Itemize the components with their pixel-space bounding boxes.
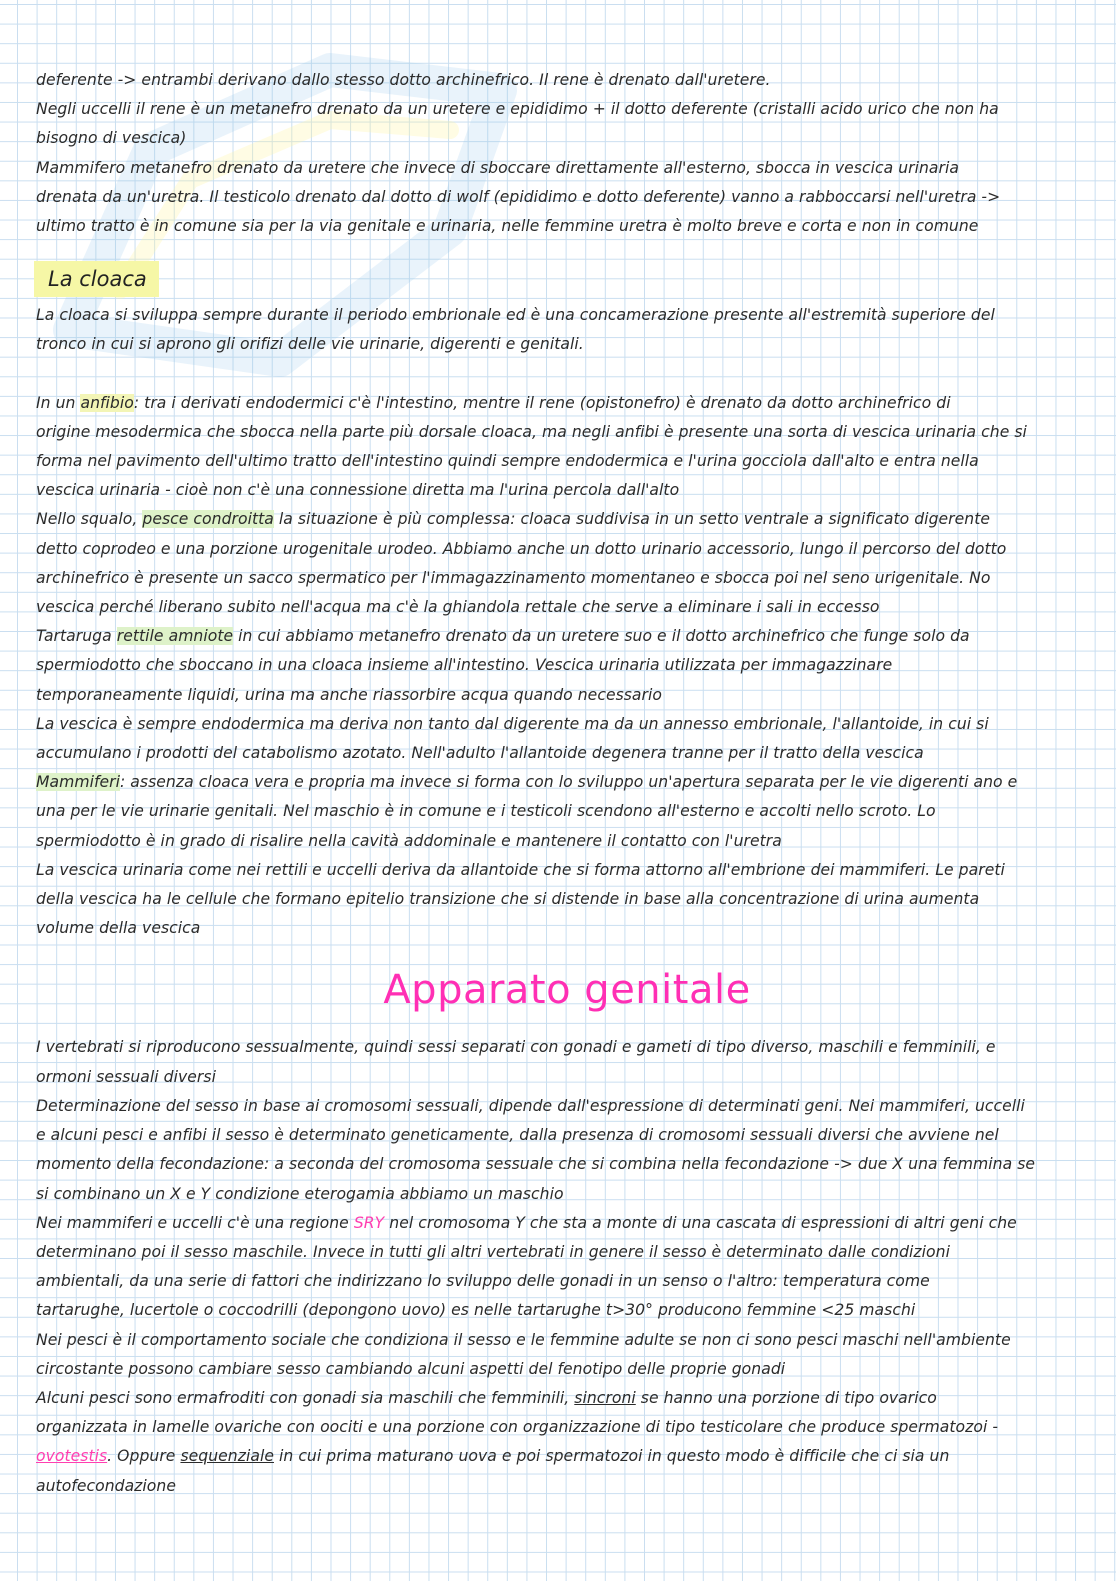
text-line: Nei pesci è il comportamento sociale che condiziona il sesso e le femmine adulte se non ci sono pesci maschi nell'ambiente	[36, 1330, 1011, 1349]
text-line: bisogno di vescica)	[36, 129, 187, 148]
text-line: La vescica urinaria come nei rettili e uccelli deriva da allantoide che si forma attorno all'embrione dei mammiferi. Le pareti	[36, 860, 1005, 879]
text-line: detto coprodeo e una porzione urogenitale urodeo. Abbiamo anche un dotto urinario accessorio, lungo il percorso del dotto	[36, 539, 1007, 558]
term-sry: SRY	[353, 1213, 385, 1232]
section-title-apparato-genitale: Apparato genitale	[383, 967, 751, 1014]
text-line: una per le vie urinarie genitali. Nel maschio è in comune e i testicoli scendono all'esterno e accolti nello scroto. Lo	[36, 802, 936, 821]
highlight-anfibio: anfibio	[80, 393, 134, 412]
text-line: drenata da un'uretra. Il testicolo drenato dal dotto di wolf (epididimo e dotto deferente) vanno a rabboccarsi nell'uretra ->	[36, 187, 1001, 206]
text-span: In un	[36, 393, 81, 412]
text-line: I vertebrati si riproducono sessualmente, quindi sessi separati con gonadi e gameti di tipo diverso, maschili e femminili, e	[36, 1038, 996, 1057]
text-line: circostante possono cambiare sesso cambiando alcuni aspetti del fenotipo delle proprie gonadi	[36, 1359, 786, 1378]
text-line: deferente -> entrambi derivano dallo stesso dotto archinefrico. Il rene è drenato dall'uretere.	[36, 71, 771, 89]
text-line: La cloaca si sviluppa sempre durante il periodo embrionale ed è una concamerazione presente all'estremità superiore del	[36, 306, 995, 325]
term-sequenziale: sequenziale	[180, 1447, 274, 1466]
text-line: vescica perché liberano subito nell'acqua ma c'è la ghiandola rettale che serve a eliminare i sali in eccesso	[36, 598, 880, 617]
text-line: vescica urinaria - cioè non c'è una connessione diretta ma l'urina percola dall'alto	[36, 481, 680, 500]
text-line: forma nel pavimento dell'ultimo tratto dell'intestino quindi sempre endodermica e l'urina gocciola dall'alto e entra nella	[36, 452, 979, 471]
text-line	[36, 505, 1098, 534]
text-line	[36, 1384, 1098, 1413]
text-line: ambientali, da una serie di fattori che indirizzano lo sviluppo delle gonadi in un senso o l'altro: temperatura come	[36, 1272, 930, 1291]
text-line	[36, 389, 1098, 418]
text-line: tronco in cui si aprono gli orifizi delle vie urinarie, digerenti e genitali.	[36, 335, 584, 354]
text-span: Nei mammiferi e uccelli c'è una regione	[36, 1213, 354, 1232]
text-span: in cui abbiamo metanefro drenato da un uretere suo e il dotto archinefrico che funge solo da	[233, 627, 970, 646]
text-span: Tartaruga	[36, 627, 117, 646]
text-line: e alcuni pesci e anfibi il sesso è determinato geneticamente, dalla presenza di cromosomi sessuali diversi che avviene nel	[36, 1126, 999, 1145]
section-heading-cloaca: La cloaca	[34, 261, 159, 297]
text-line: Determinazione del sesso in base ai cromosomi sessuali, dipende dall'espressione di determinati geni. Nei mammiferi, uccelli	[36, 1096, 1025, 1115]
text-line	[36, 622, 1098, 651]
highlight-pesce-condroitta: pesce condroitta	[142, 510, 274, 529]
text-line	[36, 1209, 1098, 1238]
text-line: ultimo tratto è in comune sia per la via genitale e urinaria, nelle femmine uretra è molto breve e corta e non in comune	[36, 217, 979, 236]
text-line: spermiodotto è in grado di risalire nella cavità addominale e mantenere il contatto con l'uretra	[36, 831, 782, 850]
text-line: determinano poi il sesso maschile. Invece in tutti gli altri vertebrati in genere il sesso è determinato dalle condizioni	[36, 1242, 950, 1261]
text-span: : assenza cloaca vera e propria ma invece si forma con lo sviluppo un'apertura separata per le vie digerenti ano e	[120, 773, 1018, 792]
text-span: Alcuni pesci sono ermafroditi con gonadi sia maschili che femminili,	[36, 1388, 575, 1407]
document-page	[36, 66, 1098, 1501]
text-span: nel cromosoma Y che sta a monte di una cascata di espressioni di altri geni che	[384, 1213, 1017, 1232]
text-span: : tra i derivati endodermici c'è l'intestino, mentre il rene (opistonefro) è drenato da dotto archinefrico di	[133, 393, 951, 412]
text-line: ormoni sessuali diversi	[36, 1067, 216, 1086]
text-line: della vescica ha le cellule che formano epitelio transizione che si distende in base alla concentrazione di urina aumenta	[36, 890, 980, 909]
highlight-mammiferi: Mammiferi	[36, 773, 120, 792]
text-line: spermiodotto che sboccano in una cloaca insieme all'intestino. Vescica urinaria utilizzata per immagazzinare	[36, 656, 893, 675]
text-line	[36, 768, 1098, 797]
text-span: Nello squalo,	[36, 510, 143, 529]
text-span: la situazione è più complessa: cloaca suddivisa in un setto ventrale a significato digerente	[273, 510, 991, 529]
text-line: accumulano i prodotti del catabolismo azotato. Nell'adulto l'allantoide degenera tranne per il tratto della vescica	[36, 744, 924, 763]
text-line: tartarughe, lucertole o coccodrilli (depongono uovo) es nelle tartarughe t>30° producono femmine <25 maschi	[36, 1301, 916, 1320]
text-span: in cui prima maturano uova e poi spermatozoi in questo modo è difficile che ci sia un	[273, 1447, 950, 1466]
text-line: archinefrico è presente un sacco spermatico per l'immagazzinamento momentaneo e sbocca poi nel seno urigenitale. No	[36, 568, 991, 587]
text-span: se hanno una porzione di tipo ovarico	[635, 1388, 937, 1407]
text-line: organizzata in lamelle ovariche con oociti e una porzione con organizzazione di tipo testicolare che produce spermatozoi -	[36, 1418, 999, 1437]
text-line: Negli uccelli il rene è un metanefro drenato da un uretere e epididimo + il dotto deferente (cristalli acido urico che non ha	[36, 100, 999, 119]
text-span: . Oppure	[107, 1447, 181, 1466]
text-line: Mammifero metanefro drenato da uretere che invece di sboccare direttamente all'esterno, sbocca in vescica urinaria	[36, 158, 959, 177]
text-line	[36, 1442, 1098, 1471]
text-line: temporaneamente liquidi, urina ma anche riassorbire acqua quando necessario	[36, 685, 662, 704]
text-line: volume della vescica	[36, 919, 201, 938]
paragraph-gap	[36, 360, 1098, 389]
text-line: si combinano un X e Y condizione eterogamia abbiamo un maschio	[36, 1184, 564, 1203]
term-ovotestis: ovotestis	[36, 1447, 108, 1466]
text-line: La vescica è sempre endodermica ma deriva non tanto dal digerente ma da un annesso embrionale, l'allantoide, in cui si	[36, 714, 989, 733]
term-sincroni: sincroni	[574, 1388, 636, 1407]
text-line: momento della fecondazione: a seconda del cromosoma sessuale che si combina nella fecondazione -> due X una femmina se	[36, 1155, 1036, 1174]
text-line: origine mesodermica che sbocca nella parte più dorsale cloaca, ma negli anfibi è presente una sorta di vescica urinaria che si	[36, 422, 1027, 441]
text-line: autofecondazione	[36, 1476, 176, 1495]
highlight-rettile-amniote: rettile amniote	[116, 627, 234, 646]
